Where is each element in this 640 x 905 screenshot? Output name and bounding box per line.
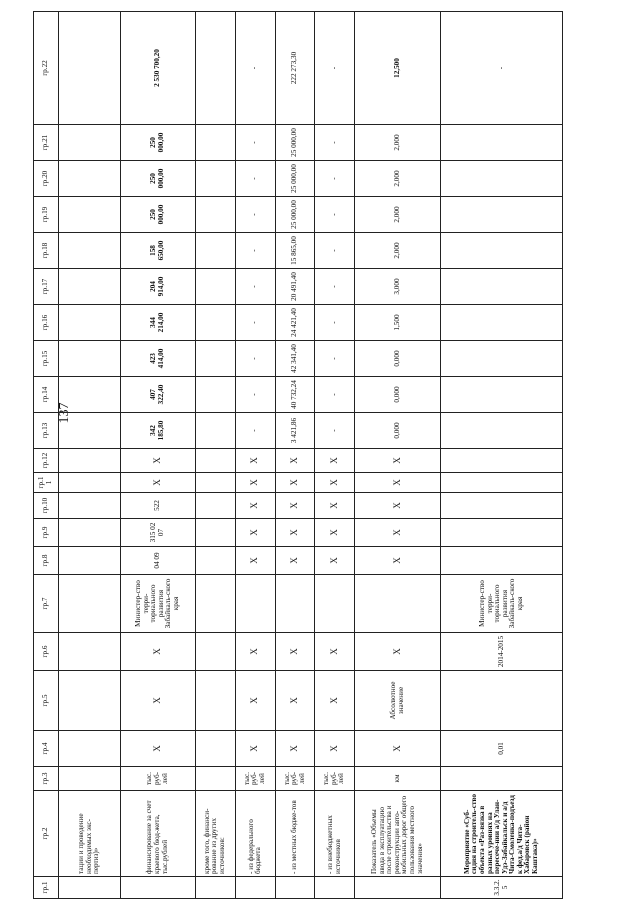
table-cell: - (315, 233, 355, 269)
table-cell: - из внебюджетных источников (315, 791, 355, 877)
table-cell: 2,000 (354, 125, 440, 161)
table-cell: - (315, 341, 355, 377)
table-cell (354, 877, 440, 899)
table-cell (441, 671, 563, 731)
table-cell (195, 767, 235, 791)
table-cell: - (315, 125, 355, 161)
table-cell: 2,000 (354, 197, 440, 233)
table-cell (195, 473, 235, 493)
column-header: гр.17 (34, 269, 59, 305)
column-header: гр.3 (34, 767, 59, 791)
table-cell: - (315, 161, 355, 197)
table-cell: Х (120, 731, 195, 767)
table-cell (59, 413, 121, 449)
table-cell (59, 547, 121, 575)
table-cell (59, 493, 121, 519)
header-row (34, 12, 59, 899)
table-cell (59, 473, 121, 493)
table-cell (59, 671, 121, 731)
table-cell: Х (354, 519, 440, 547)
table-cell: 12,500 (354, 12, 440, 125)
table-cell (195, 575, 235, 633)
table-cell: 250 000,00 (120, 125, 195, 161)
column-header: гр.8 (34, 547, 59, 575)
table-cell: Х (235, 473, 275, 493)
table-cell: Х (275, 547, 315, 575)
table-cell: 42 341,40 (275, 341, 315, 377)
table-cell (59, 161, 121, 197)
table-cell: Х (354, 473, 440, 493)
table-cell: - (235, 341, 275, 377)
table-cell: Х (354, 449, 440, 473)
table-cell: Х (315, 519, 355, 547)
table-cell: Х (275, 519, 315, 547)
table-cell: 204 914,00 (120, 269, 195, 305)
table-cell: 24 421,40 (275, 305, 315, 341)
table-cell (441, 125, 563, 161)
table-cell: 522 (120, 493, 195, 519)
table-cell: Х (275, 473, 315, 493)
table-cell (354, 575, 440, 633)
table-cell: Х (275, 633, 315, 671)
table-cell: тыс. руб-лей (275, 767, 315, 791)
table-cell (441, 305, 563, 341)
column-header: гр.19 (34, 197, 59, 233)
table-cell: 2 530 700,20 (120, 12, 195, 125)
table-cell: 315 02 07 (120, 519, 195, 547)
table-cell (59, 731, 121, 767)
table-cell: 2,000 (354, 161, 440, 197)
table-cell (195, 12, 235, 125)
table-cell: Х (315, 473, 355, 493)
table-cell (315, 877, 355, 899)
table-cell (59, 197, 121, 233)
table-cell: тыс. руб-лей (315, 767, 355, 791)
table-cell: финансирование за счет краевого бюд-жета, тыс.рублей (120, 791, 195, 877)
table-cell (195, 671, 235, 731)
table-row (120, 12, 195, 899)
table-cell: Х (235, 547, 275, 575)
table-cell (195, 633, 235, 671)
table-row (59, 12, 121, 899)
table-cell: 1,500 (354, 305, 440, 341)
table-cell: 15 865,00 (275, 233, 315, 269)
table-cell (195, 731, 235, 767)
table-cell: Х (315, 449, 355, 473)
table-cell: - (315, 413, 355, 449)
table-cell: Министер-ство терри-ториального развития Забайкаль-ского края (120, 575, 195, 633)
table-cell: Х (235, 519, 275, 547)
table-row (235, 12, 275, 899)
table-cell: Министер-ство терри-ториального развития Забайкаль-ского края (441, 575, 563, 633)
table-cell (120, 877, 195, 899)
table-cell (441, 547, 563, 575)
table-cell (195, 233, 235, 269)
table-cell (441, 519, 563, 547)
table-cell: Х (120, 671, 195, 731)
table-cell: Х (354, 547, 440, 575)
table-cell: - (315, 269, 355, 305)
column-header: гр.22 (34, 12, 59, 125)
page-number: 137 (57, 402, 72, 424)
column-header: гр.12 (34, 449, 59, 473)
table-cell (195, 413, 235, 449)
table-cell: Х (354, 493, 440, 519)
table-cell (195, 547, 235, 575)
table-cell: тации и проведение необходимых экс-пертиз)» (59, 791, 121, 877)
table-cell: Х (120, 473, 195, 493)
table-cell: 0,000 (354, 377, 440, 413)
table-cell: Х (120, 633, 195, 671)
table-cell (59, 233, 121, 269)
table-cell: - (235, 377, 275, 413)
table-cell: - (235, 233, 275, 269)
table-cell (59, 269, 121, 305)
table-cell: - (315, 197, 355, 233)
table-cell (275, 575, 315, 633)
table-cell: Х (120, 449, 195, 473)
table-cell (441, 473, 563, 493)
table-cell: 3,000 (354, 269, 440, 305)
table-cell: - (235, 197, 275, 233)
column-header: гр.9 (34, 519, 59, 547)
table-cell: тыс. руб-лей (120, 767, 195, 791)
table-cell: 0,000 (354, 413, 440, 449)
table-cell: - (235, 413, 275, 449)
table-cell: Х (275, 449, 315, 473)
column-header: гр.2 (34, 791, 59, 877)
table-cell: Х (315, 731, 355, 767)
table-cell: - из местных бюдже-тов (275, 791, 315, 877)
table-cell: Х (315, 493, 355, 519)
column-header: гр.13 (34, 413, 59, 449)
column-header: гр.15 (34, 341, 59, 377)
table-cell (195, 161, 235, 197)
table-cell: - (441, 12, 563, 125)
table-cell: 25 000,00 (275, 197, 315, 233)
table-cell: 25 000,00 (275, 125, 315, 161)
column-header: гр.16 (34, 305, 59, 341)
table-cell: 344 214,00 (120, 305, 195, 341)
table-cell (59, 633, 121, 671)
table-cell: - (235, 305, 275, 341)
table-cell: - (315, 305, 355, 341)
table-cell: Х (315, 633, 355, 671)
column-header: гр.20 (34, 161, 59, 197)
table-cell (195, 341, 235, 377)
table-row (195, 12, 235, 899)
table-cell (195, 519, 235, 547)
column-header: гр.1 (34, 877, 59, 899)
table-cell (59, 767, 121, 791)
table-cell (441, 161, 563, 197)
table-cell (275, 877, 315, 899)
table-cell: Х (354, 731, 440, 767)
table-cell: Мероприятие «Суб-сидия на строитель-ство объекта «Раз-вязка в разных уровнях на пересече-нии а/д Улан-Удэ-Забайкальск и а/д Чита-Смоленка-подъезд к фед.а/д Чита-Хабаровск (район Каштака)» (441, 791, 563, 877)
budget-table-frame (33, 30, 563, 899)
table-cell: 04 09 (120, 547, 195, 575)
table-cell: Х (235, 731, 275, 767)
table-cell (59, 305, 121, 341)
table-cell: Х (275, 731, 315, 767)
table-cell (59, 377, 121, 413)
table-cell: Х (235, 633, 275, 671)
table-cell: - (315, 12, 355, 125)
table-cell: 407 322,40 (120, 377, 195, 413)
table-cell (441, 269, 563, 305)
table-cell (195, 269, 235, 305)
table-cell: 2,000 (354, 233, 440, 269)
table-cell: - (235, 12, 275, 125)
table-cell: 342 185,80 (120, 413, 195, 449)
column-header: гр.6 (34, 633, 59, 671)
table-cell (195, 377, 235, 413)
table-cell: Х (354, 633, 440, 671)
table-cell (235, 877, 275, 899)
budget-table (33, 11, 563, 899)
table-cell: Х (235, 493, 275, 519)
table-cell: - (315, 377, 355, 413)
table-cell (441, 767, 563, 791)
table-cell: 0,000 (354, 341, 440, 377)
table-cell (441, 449, 563, 473)
table-cell: 158 650,00 (120, 233, 195, 269)
table-cell (441, 233, 563, 269)
table-cell: 222 273,30 (275, 12, 315, 125)
table-cell (59, 341, 121, 377)
table-cell (441, 413, 563, 449)
table-cell: Абсолютное значение (354, 671, 440, 731)
table-cell (441, 377, 563, 413)
table-cell: - из федерального бюджета (235, 791, 275, 877)
column-header: гр.21 (34, 125, 59, 161)
column-header: гр.10 (34, 493, 59, 519)
table-cell: Х (235, 671, 275, 731)
table-cell: - (235, 161, 275, 197)
table-cell: - (235, 125, 275, 161)
table-row (441, 12, 563, 899)
table-cell: тыс. руб-лей (235, 767, 275, 791)
table-cell: Х (235, 449, 275, 473)
table-cell (195, 877, 235, 899)
table-cell (441, 493, 563, 519)
table-cell: кроме того, финанси-рование из других источников: (195, 791, 235, 877)
table-cell: Х (275, 493, 315, 519)
table-cell: 40 732,24 (275, 377, 315, 413)
column-header: гр.7 (34, 575, 59, 633)
table-cell: км (354, 767, 440, 791)
table-cell: 423 414,00 (120, 341, 195, 377)
column-header: гр.11 (34, 473, 59, 493)
column-header: гр.4 (34, 731, 59, 767)
table-cell: 2014-2015 (441, 633, 563, 671)
table-cell: 250 000,00 (120, 161, 195, 197)
table-cell (315, 575, 355, 633)
table-cell (235, 575, 275, 633)
table-cell (59, 449, 121, 473)
table-cell (59, 12, 121, 125)
table-cell (195, 197, 235, 233)
table-cell (59, 575, 121, 633)
table-cell: 250 000,00 (120, 197, 195, 233)
column-header: гр.14 (34, 377, 59, 413)
table-cell: 0,01 (441, 731, 563, 767)
table-cell: 3.3.2.5 (441, 877, 563, 899)
table-cell (441, 341, 563, 377)
table-cell (195, 493, 235, 519)
table-row (275, 12, 315, 899)
column-header: гр.5 (34, 671, 59, 731)
table-cell (195, 449, 235, 473)
table-cell: Х (315, 547, 355, 575)
table-cell (195, 125, 235, 161)
table-cell: 3 421,86 (275, 413, 315, 449)
column-header: гр.18 (34, 233, 59, 269)
table-cell: 20 491,40 (275, 269, 315, 305)
table-cell: Показатель «Объемы ввода в эксплуатацию после строительства и реконструкции авто-мобильных дорог общего пользования местного значения» (354, 791, 440, 877)
table-cell (59, 877, 121, 899)
table-cell (59, 519, 121, 547)
table-row (354, 12, 440, 899)
table-cell: Х (315, 671, 355, 731)
table-row (315, 12, 355, 899)
table-cell: Х (275, 671, 315, 731)
table-cell (195, 305, 235, 341)
table-cell: - (235, 269, 275, 305)
table-cell (59, 125, 121, 161)
table-cell: 25 000,00 (275, 161, 315, 197)
table-cell (441, 197, 563, 233)
